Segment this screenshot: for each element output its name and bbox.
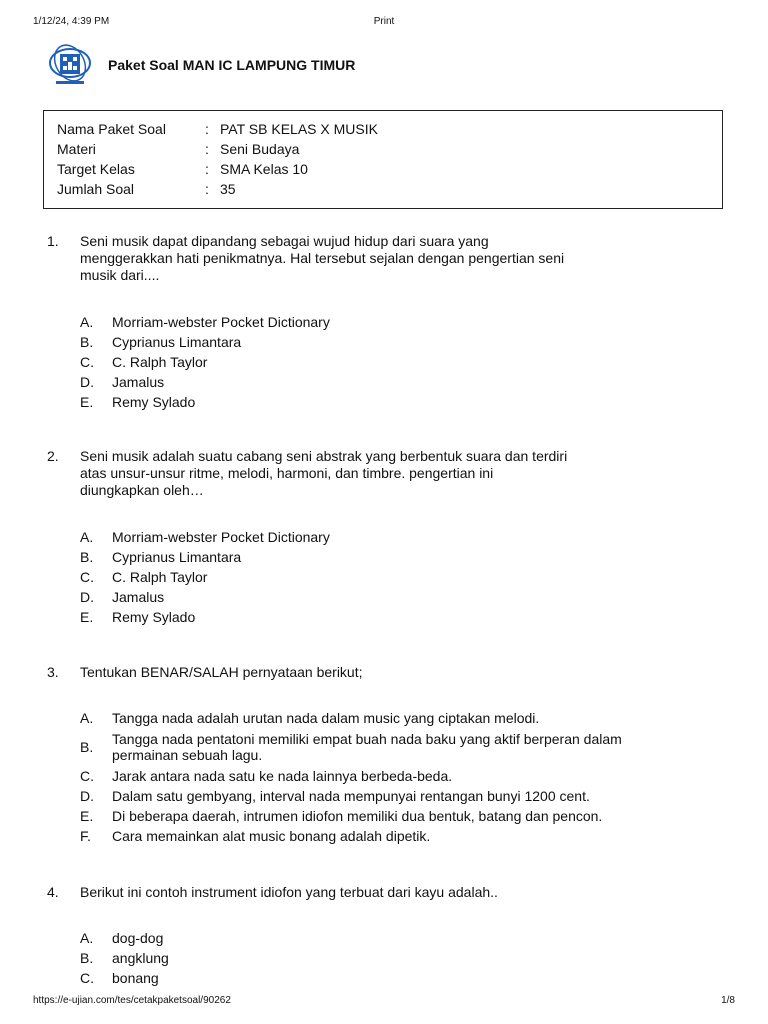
question-text-line: musik dari.... (80, 267, 160, 283)
option-text: Morriam-webster Pocket Dictionary (112, 529, 330, 545)
question-number: 4. (47, 884, 59, 900)
question-4-option-b (80, 948, 169, 968)
question-3-option-a (80, 708, 539, 728)
option-text: Remy Sylado (112, 609, 196, 625)
question-1-option-a (80, 312, 330, 332)
question-number: 3. (47, 664, 59, 680)
info-value: SMA Kelas 10 (220, 161, 308, 177)
question-2-option-b (80, 547, 241, 567)
question-1-option-d (80, 372, 164, 392)
info-row-class (57, 159, 308, 179)
option-letter: B. (80, 950, 94, 966)
info-row-count (57, 179, 236, 199)
option-letter: D. (80, 374, 94, 390)
option-text: bonang (112, 970, 159, 986)
option-text: Di beberapa daerah, intrumen idiofon memiliki dua bentuk, batang dan pencon. (112, 808, 603, 824)
option-letter: E. (80, 394, 94, 410)
info-value: Seni Budaya (220, 141, 300, 157)
question-text-line: menggerakkan hati penikmatnya. Hal tersebut sejalan dengan pengertian seni (80, 250, 565, 266)
info-colon: : (205, 141, 209, 157)
question-2-option-e (80, 607, 195, 627)
question-number: 2. (47, 448, 59, 464)
info-label: Jumlah Soal (57, 181, 135, 197)
print-datetime: 1/12/24, 4:39 PM (33, 16, 110, 27)
question-2-option-c (80, 567, 207, 587)
option-letter: C. (80, 569, 94, 585)
question-text-line: Berikut ini contoh instrument idiofon yang terbuat dari kayu adalah.. (80, 884, 498, 900)
exam-info-box (43, 110, 723, 209)
option-letter: B. (80, 549, 94, 565)
question-3-option-c (80, 766, 452, 786)
question-2-option-a (80, 527, 330, 547)
option-letter: C. (80, 970, 94, 986)
option-letter: A. (80, 710, 94, 726)
option-text: Morriam-webster Pocket Dictionary (112, 314, 330, 330)
option-text: angklung (112, 950, 169, 966)
option-text: Cara memainkan alat music bonang adalah dipetik. (112, 828, 431, 844)
option-letter: B. (80, 739, 94, 755)
option-letter: E. (80, 808, 94, 824)
option-text: Jarak antara nada satu ke nada lainnya berbeda-beda. (112, 768, 453, 784)
option-letter: A. (80, 930, 94, 946)
option-text: Dalam satu gembyang, interval nada mempunyai rentangan bunyi 1200 cent. (112, 788, 590, 804)
option-text-line: permainan sebuah lagu. (112, 747, 263, 763)
info-colon: : (205, 161, 209, 177)
option-text: C. Ralph Taylor (112, 569, 208, 585)
question-text-line: Seni musik adalah suatu cabang seni abstrak yang berbentuk suara dan terdiri (80, 448, 568, 464)
option-text: Jamalus (112, 374, 165, 390)
question-1-option-b (80, 332, 241, 352)
question-3-option-f (80, 826, 430, 846)
info-label: Materi (57, 141, 96, 157)
info-row-subject (57, 139, 299, 159)
option-text-line: Tangga nada pentatoni memiliki empat buah nada baku yang aktif berperan dalam (112, 731, 622, 747)
option-text: dog-dog (112, 930, 164, 946)
question-text-line: diungkapkan oleh… (80, 482, 204, 498)
question-3-option-d (80, 786, 590, 806)
school-emblem-icon (46, 42, 94, 88)
option-letter: B. (80, 334, 94, 350)
info-label: Target Kelas (57, 161, 135, 177)
info-label: Nama Paket Soal (57, 121, 166, 137)
question-1-option-c (80, 352, 207, 372)
option-letter: D. (80, 788, 94, 804)
option-letter: E. (80, 609, 94, 625)
info-value: 35 (220, 181, 236, 197)
option-text: Remy Sylado (112, 394, 196, 410)
option-letter: A. (80, 529, 94, 545)
option-letter: D. (80, 589, 94, 605)
school-title: Paket Soal MAN IC LAMPUNG TIMUR (108, 57, 356, 73)
question-4-option-a (80, 928, 163, 948)
question-2-option-d (80, 587, 164, 607)
question-number: 1. (47, 233, 59, 249)
info-colon: : (205, 181, 209, 197)
option-text: Tangga nada adalah urutan nada dalam music yang ciptakan melodi. (112, 710, 540, 726)
option-text: Jamalus (112, 589, 165, 605)
question-text-line: Tentukan BENAR/SALAH pernyataan berikut; (80, 664, 363, 680)
print-url: https://e-ujian.com/tes/cetakpaketsoal/90262 (33, 995, 231, 1006)
info-colon: : (205, 121, 209, 137)
option-text: C. Ralph Taylor (112, 354, 208, 370)
option-text: Cyprianus Limantara (112, 334, 242, 350)
question-3-option-e (80, 806, 602, 826)
option-letter: C. (80, 354, 94, 370)
option-text: Cyprianus Limantara (112, 549, 242, 565)
info-row-package (57, 119, 378, 139)
print-title: Print (373, 16, 395, 27)
option-letter: A. (80, 314, 94, 330)
option-letter: C. (80, 768, 94, 784)
question-text-line: atas unsur-unsur ritme, melodi, harmoni, dan timbre. pengertian ini (80, 465, 494, 481)
info-value: PAT SB KELAS X MUSIK (220, 121, 378, 137)
question-4-option-c (80, 968, 159, 988)
option-letter: F. (80, 828, 91, 844)
question-1-option-e (80, 392, 195, 412)
page-number: 1/8 (721, 995, 735, 1006)
question-text-line: Seni musik dapat dipandang sebagai wujud hidup dari suara yang (80, 233, 489, 249)
